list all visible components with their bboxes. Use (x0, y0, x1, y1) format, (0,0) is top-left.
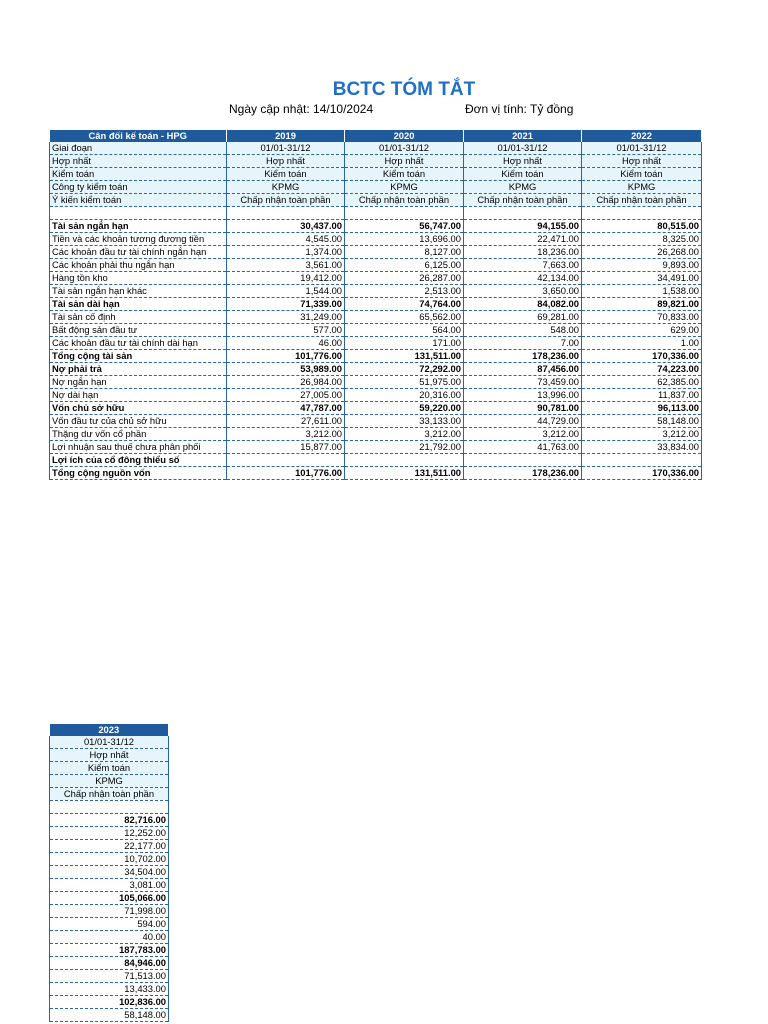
value-cell: 3,212.00 (464, 428, 582, 441)
value-cell: 170,336.00 (582, 350, 702, 363)
info-cell: Hợp nhất (582, 155, 702, 168)
value-cell (464, 454, 582, 467)
value-cell: 73,459.00 (464, 376, 582, 389)
table-row (50, 866, 169, 879)
value-cell: 84,082.00 (464, 298, 582, 311)
table-row (50, 363, 702, 376)
value-cell: 178,236.00 (464, 350, 582, 363)
table-row (50, 454, 702, 467)
row-label: Giai đoạn (50, 142, 227, 155)
unit-label: Đơn vị tính: Tỷ đồng (465, 102, 574, 116)
value-cell: 577.00 (227, 324, 345, 337)
row-label: Tài sản ngắn hạn (50, 220, 227, 233)
value-cell: 90,781.00 (464, 402, 582, 415)
info-cell: Kiểm toán (345, 168, 464, 181)
value-cell: 69,281.00 (464, 311, 582, 324)
value-cell: 26,268.00 (582, 246, 702, 259)
value-cell: 42,134.00 (464, 272, 582, 285)
table-row (50, 827, 169, 840)
value-cell: 21,792.00 (345, 441, 464, 454)
value-cell: 62,385.00 (582, 376, 702, 389)
table-row (50, 1009, 169, 1022)
year-header: 2023 (50, 724, 169, 736)
value-cell: 94,155.00 (464, 220, 582, 233)
table-row (50, 246, 702, 259)
value-cell: 101,776.00 (227, 467, 345, 480)
value-cell: 1,538.00 (582, 285, 702, 298)
row-label: Các khoản phải thu ngắn hạn (50, 259, 227, 272)
table-row (50, 402, 702, 415)
value-cell: 20,316.00 (345, 389, 464, 402)
spacer-cell (582, 207, 702, 220)
info-cell: Hợp nhất (464, 155, 582, 168)
table-row (50, 879, 169, 892)
row-label: Bất động sản đầu tư (50, 324, 227, 337)
header-row (50, 130, 702, 142)
info-cell: 01/01-31/12 (582, 142, 702, 155)
value-cell: 13,696.00 (345, 233, 464, 246)
table-row (50, 415, 702, 428)
table-row (50, 931, 169, 944)
info-row (50, 142, 702, 155)
info-row (50, 775, 169, 788)
value-cell: 71,339.00 (227, 298, 345, 311)
value-cell: 71,998.00 (50, 905, 169, 918)
row-label: Lợi ích của cổ đông thiểu số (50, 454, 227, 467)
value-cell: 548.00 (464, 324, 582, 337)
table-row (50, 441, 702, 454)
value-cell: 31,249.00 (227, 311, 345, 324)
value-cell: 71,513.00 (50, 970, 169, 983)
info-cell: KPMG (345, 181, 464, 194)
value-cell: 1,374.00 (227, 246, 345, 259)
value-cell: 70,833.00 (582, 311, 702, 324)
value-cell: 15,877.00 (227, 441, 345, 454)
value-cell: 105,066.00 (50, 892, 169, 905)
value-cell: 3,212.00 (227, 428, 345, 441)
info-row (50, 155, 702, 168)
table-row (50, 220, 702, 233)
table-row (50, 233, 702, 246)
info-cell: Chấp nhận toàn phần (464, 194, 582, 207)
row-label: Tổng cộng tài sản (50, 350, 227, 363)
table-row (50, 376, 702, 389)
value-cell: 22,471.00 (464, 233, 582, 246)
info-cell: Hợp nhất (345, 155, 464, 168)
balance-sheet-table (49, 130, 702, 480)
value-cell: 131,511.00 (345, 350, 464, 363)
value-cell: 47,787.00 (227, 402, 345, 415)
value-cell: 72,292.00 (345, 363, 464, 376)
table-row (50, 467, 702, 480)
value-cell: 12,252.00 (50, 827, 169, 840)
value-cell: 34,491.00 (582, 272, 702, 285)
year-header: 2020 (345, 130, 464, 142)
info-cell: Hợp nhất (227, 155, 345, 168)
table-row (50, 337, 702, 350)
info-row (50, 736, 169, 749)
info-cell: Kiểm toán (227, 168, 345, 181)
value-cell (582, 454, 702, 467)
table-row (50, 324, 702, 337)
value-cell: 89,821.00 (582, 298, 702, 311)
info-cell: Kiểm toán (50, 762, 169, 775)
spacer-cell (50, 801, 169, 814)
info-cell: KPMG (582, 181, 702, 194)
value-cell: 58,148.00 (50, 1009, 169, 1022)
value-cell: 27,611.00 (227, 415, 345, 428)
info-cell: Kiểm toán (582, 168, 702, 181)
balance-sheet-2023-table (49, 724, 169, 1022)
value-cell: 82,716.00 (50, 814, 169, 827)
info-cell: KPMG (227, 181, 345, 194)
value-cell: 96,113.00 (582, 402, 702, 415)
spacer-row (50, 801, 169, 814)
value-cell: 101,776.00 (227, 350, 345, 363)
value-cell: 59,220.00 (345, 402, 464, 415)
value-cell: 13,433.00 (50, 983, 169, 996)
value-cell: 3,650.00 (464, 285, 582, 298)
value-cell: 3,212.00 (345, 428, 464, 441)
value-cell: 171.00 (345, 337, 464, 350)
table-row (50, 892, 169, 905)
value-cell: 18,236.00 (464, 246, 582, 259)
value-cell: 178,236.00 (464, 467, 582, 480)
table-row (50, 957, 169, 970)
value-cell: 1.00 (582, 337, 702, 350)
value-cell: 170,336.00 (582, 467, 702, 480)
value-cell: 33,834.00 (582, 441, 702, 454)
table-row (50, 350, 702, 363)
value-cell: 9,893.00 (582, 259, 702, 272)
info-row (50, 762, 169, 775)
value-cell: 44,729.00 (464, 415, 582, 428)
table-row (50, 298, 702, 311)
value-cell: 6,125.00 (345, 259, 464, 272)
row-label: Tài sản cố định (50, 311, 227, 324)
row-label: Vốn đầu tư của chủ sở hữu (50, 415, 227, 428)
row-label: Hàng tồn kho (50, 272, 227, 285)
value-cell: 102,836.00 (50, 996, 169, 1009)
table-row (50, 918, 169, 931)
value-cell: 74,764.00 (345, 298, 464, 311)
row-label: Tổng cộng nguồn vốn (50, 467, 227, 480)
update-date: Ngày cập nhật: 14/10/2024 (229, 102, 374, 116)
spacer-cell (464, 207, 582, 220)
row-label: Nợ ngắn hạn (50, 376, 227, 389)
info-cell: 01/01-31/12 (464, 142, 582, 155)
value-cell: 58,148.00 (582, 415, 702, 428)
year-header: 2019 (227, 130, 345, 142)
spacer-row (50, 207, 702, 220)
spacer-cell (345, 207, 464, 220)
value-cell: 3,081.00 (50, 879, 169, 892)
table-row (50, 311, 702, 324)
table-row (50, 272, 702, 285)
value-cell: 3,212.00 (582, 428, 702, 441)
info-row (50, 168, 702, 181)
row-label: Các khoản đầu tư tài chính dài hạn (50, 337, 227, 350)
value-cell: 51,975.00 (345, 376, 464, 389)
info-cell: KPMG (50, 775, 169, 788)
value-cell: 19,412.00 (227, 272, 345, 285)
value-cell: 594.00 (50, 918, 169, 931)
row-label: Ý kiến kiểm toán (50, 194, 227, 207)
header-label: Cân đối kế toán - HPG (50, 130, 227, 142)
value-cell: 26,287.00 (345, 272, 464, 285)
value-cell: 46.00 (227, 337, 345, 350)
value-cell: 131,511.00 (345, 467, 464, 480)
row-label: Tài sản dài hạn (50, 298, 227, 311)
value-cell: 53,989.00 (227, 363, 345, 376)
value-cell: 65,562.00 (345, 311, 464, 324)
info-cell: Kiểm toán (464, 168, 582, 181)
value-cell: 22,177.00 (50, 840, 169, 853)
table-row (50, 996, 169, 1009)
info-cell: KPMG (464, 181, 582, 194)
row-label: Tiền và các khoản tương đương tiền (50, 233, 227, 246)
value-cell: 8,325.00 (582, 233, 702, 246)
spacer-cell (50, 207, 227, 220)
value-cell: 56,747.00 (345, 220, 464, 233)
row-label: Kiểm toán (50, 168, 227, 181)
value-cell: 10,702.00 (50, 853, 169, 866)
table-row (50, 840, 169, 853)
row-label: Thặng dư vốn cổ phần (50, 428, 227, 441)
value-cell: 26,984.00 (227, 376, 345, 389)
row-label: Vốn chủ sở hữu (50, 402, 227, 415)
info-cell: Chấp nhận toàn phần (227, 194, 345, 207)
row-label: Nợ phải trả (50, 363, 227, 376)
info-cell: 01/01-31/12 (50, 736, 169, 749)
row-label: Tài sản ngắn hạn khác (50, 285, 227, 298)
value-cell: 11,837.00 (582, 389, 702, 402)
value-cell: 41,763.00 (464, 441, 582, 454)
value-cell: 30,437.00 (227, 220, 345, 233)
value-cell: 4,545.00 (227, 233, 345, 246)
value-cell: 87,456.00 (464, 363, 582, 376)
value-cell: 84,946.00 (50, 957, 169, 970)
value-cell: 564.00 (345, 324, 464, 337)
value-cell: 2,513.00 (345, 285, 464, 298)
value-cell: 3,561.00 (227, 259, 345, 272)
row-label: Hợp nhất (50, 155, 227, 168)
info-row (50, 788, 169, 801)
value-cell: 7.00 (464, 337, 582, 350)
value-cell: 34,504.00 (50, 866, 169, 879)
info-row (50, 749, 169, 762)
value-cell: 74,223.00 (582, 363, 702, 376)
info-cell: Hợp nhất (50, 749, 169, 762)
info-cell: 01/01-31/12 (227, 142, 345, 155)
table-row (50, 970, 169, 983)
header-row (50, 724, 169, 736)
table-row (50, 944, 169, 957)
spacer-cell (227, 207, 345, 220)
row-label: Nợ dài hạn (50, 389, 227, 402)
table-row (50, 285, 702, 298)
table-row (50, 905, 169, 918)
value-cell (345, 454, 464, 467)
info-cell: 01/01-31/12 (345, 142, 464, 155)
table-row (50, 983, 169, 996)
value-cell: 8,127.00 (345, 246, 464, 259)
value-cell: 187,783.00 (50, 944, 169, 957)
value-cell (227, 454, 345, 467)
year-header: 2022 (582, 130, 702, 142)
value-cell: 13,996.00 (464, 389, 582, 402)
value-cell: 40.00 (50, 931, 169, 944)
value-cell: 7,663.00 (464, 259, 582, 272)
table-row (50, 853, 169, 866)
value-cell: 80,515.00 (582, 220, 702, 233)
value-cell: 33,133.00 (345, 415, 464, 428)
row-label: Lợi nhuận sau thuế chưa phân phối (50, 441, 227, 454)
info-row (50, 181, 702, 194)
info-cell: Chấp nhận toàn phần (582, 194, 702, 207)
info-cell: Chấp nhận toàn phần (345, 194, 464, 207)
value-cell: 1,544.00 (227, 285, 345, 298)
report-title: BCTC TÓM TẮT (332, 79, 476, 100)
table-row (50, 259, 702, 272)
info-cell: Chấp nhận toàn phần (50, 788, 169, 801)
table-row (50, 428, 702, 441)
table-row (50, 814, 169, 827)
table-row (50, 389, 702, 402)
row-label: Công ty kiểm toán (50, 181, 227, 194)
value-cell: 27,005.00 (227, 389, 345, 402)
info-row (50, 194, 702, 207)
value-cell: 629.00 (582, 324, 702, 337)
row-label: Các khoản đầu tư tài chính ngắn hạn (50, 246, 227, 259)
year-header: 2021 (464, 130, 582, 142)
